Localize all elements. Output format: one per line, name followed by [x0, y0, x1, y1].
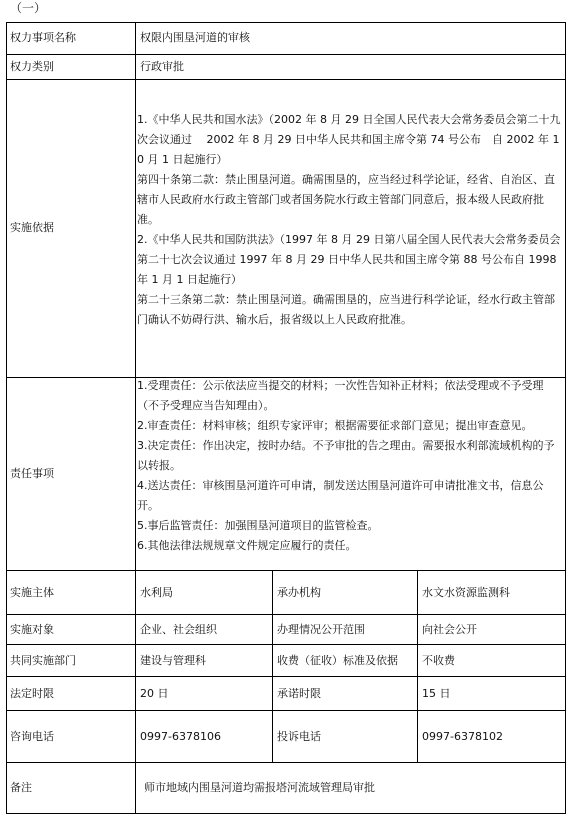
column-divider	[417, 570, 418, 762]
subject-label: 实施主体	[10, 586, 54, 599]
basis-paragraph: 第四十条第二款：禁止围垦河道。确需围垦的，应当经过科学论证，经省、自治区、直辖市人民政府水行政主管部门或者国务院水行政主管部门同意后，报本级人民政府批准。	[137, 173, 555, 226]
row-divider	[6, 762, 566, 763]
duty-item: 3.决定责任：作出决定，按时办结。不予审批的告之理由。需要报水利部流域机构的予以转报。	[137, 439, 555, 472]
complaint-phone-label: 投诉电话	[277, 730, 321, 743]
joint-dept-value: 建设与管理科	[140, 654, 206, 667]
row-divider	[6, 676, 566, 677]
row-divider	[6, 79, 566, 80]
power-name-value: 权限内围垦河道的审核	[140, 31, 250, 44]
row-divider	[6, 813, 566, 814]
column-divider	[6, 22, 7, 814]
promised-time-label: 承诺时限	[277, 687, 321, 700]
joint-dept-label: 共同实施部门	[10, 654, 76, 667]
duty-item: 6.其他法律法规规章文件规定应履行的责任。	[137, 539, 357, 552]
duty-item: 2.审查责任：材料审核；组织专家评审；根据需要征求部门意见；提出审查意见。	[137, 419, 533, 432]
row-divider	[6, 710, 566, 711]
consult-phone-value: 0997-6378106	[140, 730, 221, 743]
basis-paragraph: 1.《中华人民共和国水法》（2002 年 8 月 29 日全国人民代表大会常务委员会第二十九次会议通过 2002 年 8 月 29 日中华人民共和国主席令第 74 号公布 自 2002 年 10 月 1 日起施行）	[137, 113, 561, 166]
legal-time-label: 法定时限	[10, 687, 54, 700]
row-divider	[6, 644, 566, 645]
duties-label: 责任事项	[10, 467, 54, 480]
complaint-phone-value: 0997-6378102	[422, 730, 503, 743]
disclosure-scope-value: 向社会公开	[422, 623, 477, 636]
consult-phone-label: 咨询电话	[10, 730, 54, 743]
promised-time-value: 15 日	[422, 687, 451, 700]
remark-label: 备注	[10, 781, 32, 794]
legal-time-value: 20 日	[140, 687, 169, 700]
row-divider	[6, 614, 566, 615]
subject-value: 水利局	[140, 586, 173, 599]
column-divider	[272, 570, 273, 762]
power-type-label: 权力类别	[10, 60, 54, 73]
row-divider	[6, 22, 566, 23]
basis-text	[137, 110, 563, 330]
fee-standard-label: 收费（征收）标准及依据	[277, 654, 398, 667]
power-name-label: 权力事项名称	[10, 31, 76, 44]
fee-standard-value: 不收费	[422, 654, 455, 667]
column-divider	[565, 22, 566, 814]
duty-item: 4.送达责任：审核围垦河道许可申请，制发送达围垦河道许可申请批准文书，信息公开。	[137, 479, 544, 512]
remark-value: 师市地域内围垦河道均需报塔河流域管理局审批	[144, 781, 375, 794]
power-item-table	[6, 22, 566, 814]
duties-text	[137, 376, 565, 556]
disclosure-scope-label: 办理情况公开范围	[277, 623, 365, 636]
power-type-value: 行政审批	[140, 60, 184, 73]
basis-label: 实施依据	[10, 221, 54, 234]
duty-item: 1.受理责任：公示依法应当提交的材料；一次性告知补正材料；依法受理或不予受理（不予受理应当告知理由）。	[137, 379, 544, 412]
section-heading: （一）	[10, 1, 47, 15]
basis-paragraph: 第二十三条第二款：禁止围垦河道。确需围垦的，应当进行科学论证，经水行政主管部门确认不妨碍行洪、输水后，报省级以上人民政府批准。	[137, 293, 555, 326]
agency-label: 承办机构	[277, 586, 321, 599]
target-label: 实施对象	[10, 623, 54, 636]
row-divider	[6, 570, 566, 571]
target-value: 企业、社会组织	[140, 623, 217, 636]
agency-value: 水文水资源监测科	[422, 586, 510, 599]
basis-paragraph: 2.《中华人民共和国防洪法》（1997 年 8 月 29 日第八届全国人民代表大会常务委员会第二十七次会议通过 1997 年 8 月 29 日中华人民共和国主席令第 88 号公布自 1998 年 1 月 1 日起施行）	[137, 233, 561, 286]
column-divider	[135, 22, 136, 814]
row-divider	[6, 54, 566, 55]
duty-item: 5.事后监管责任：加强围垦河道项目的监管检查。	[137, 519, 379, 532]
